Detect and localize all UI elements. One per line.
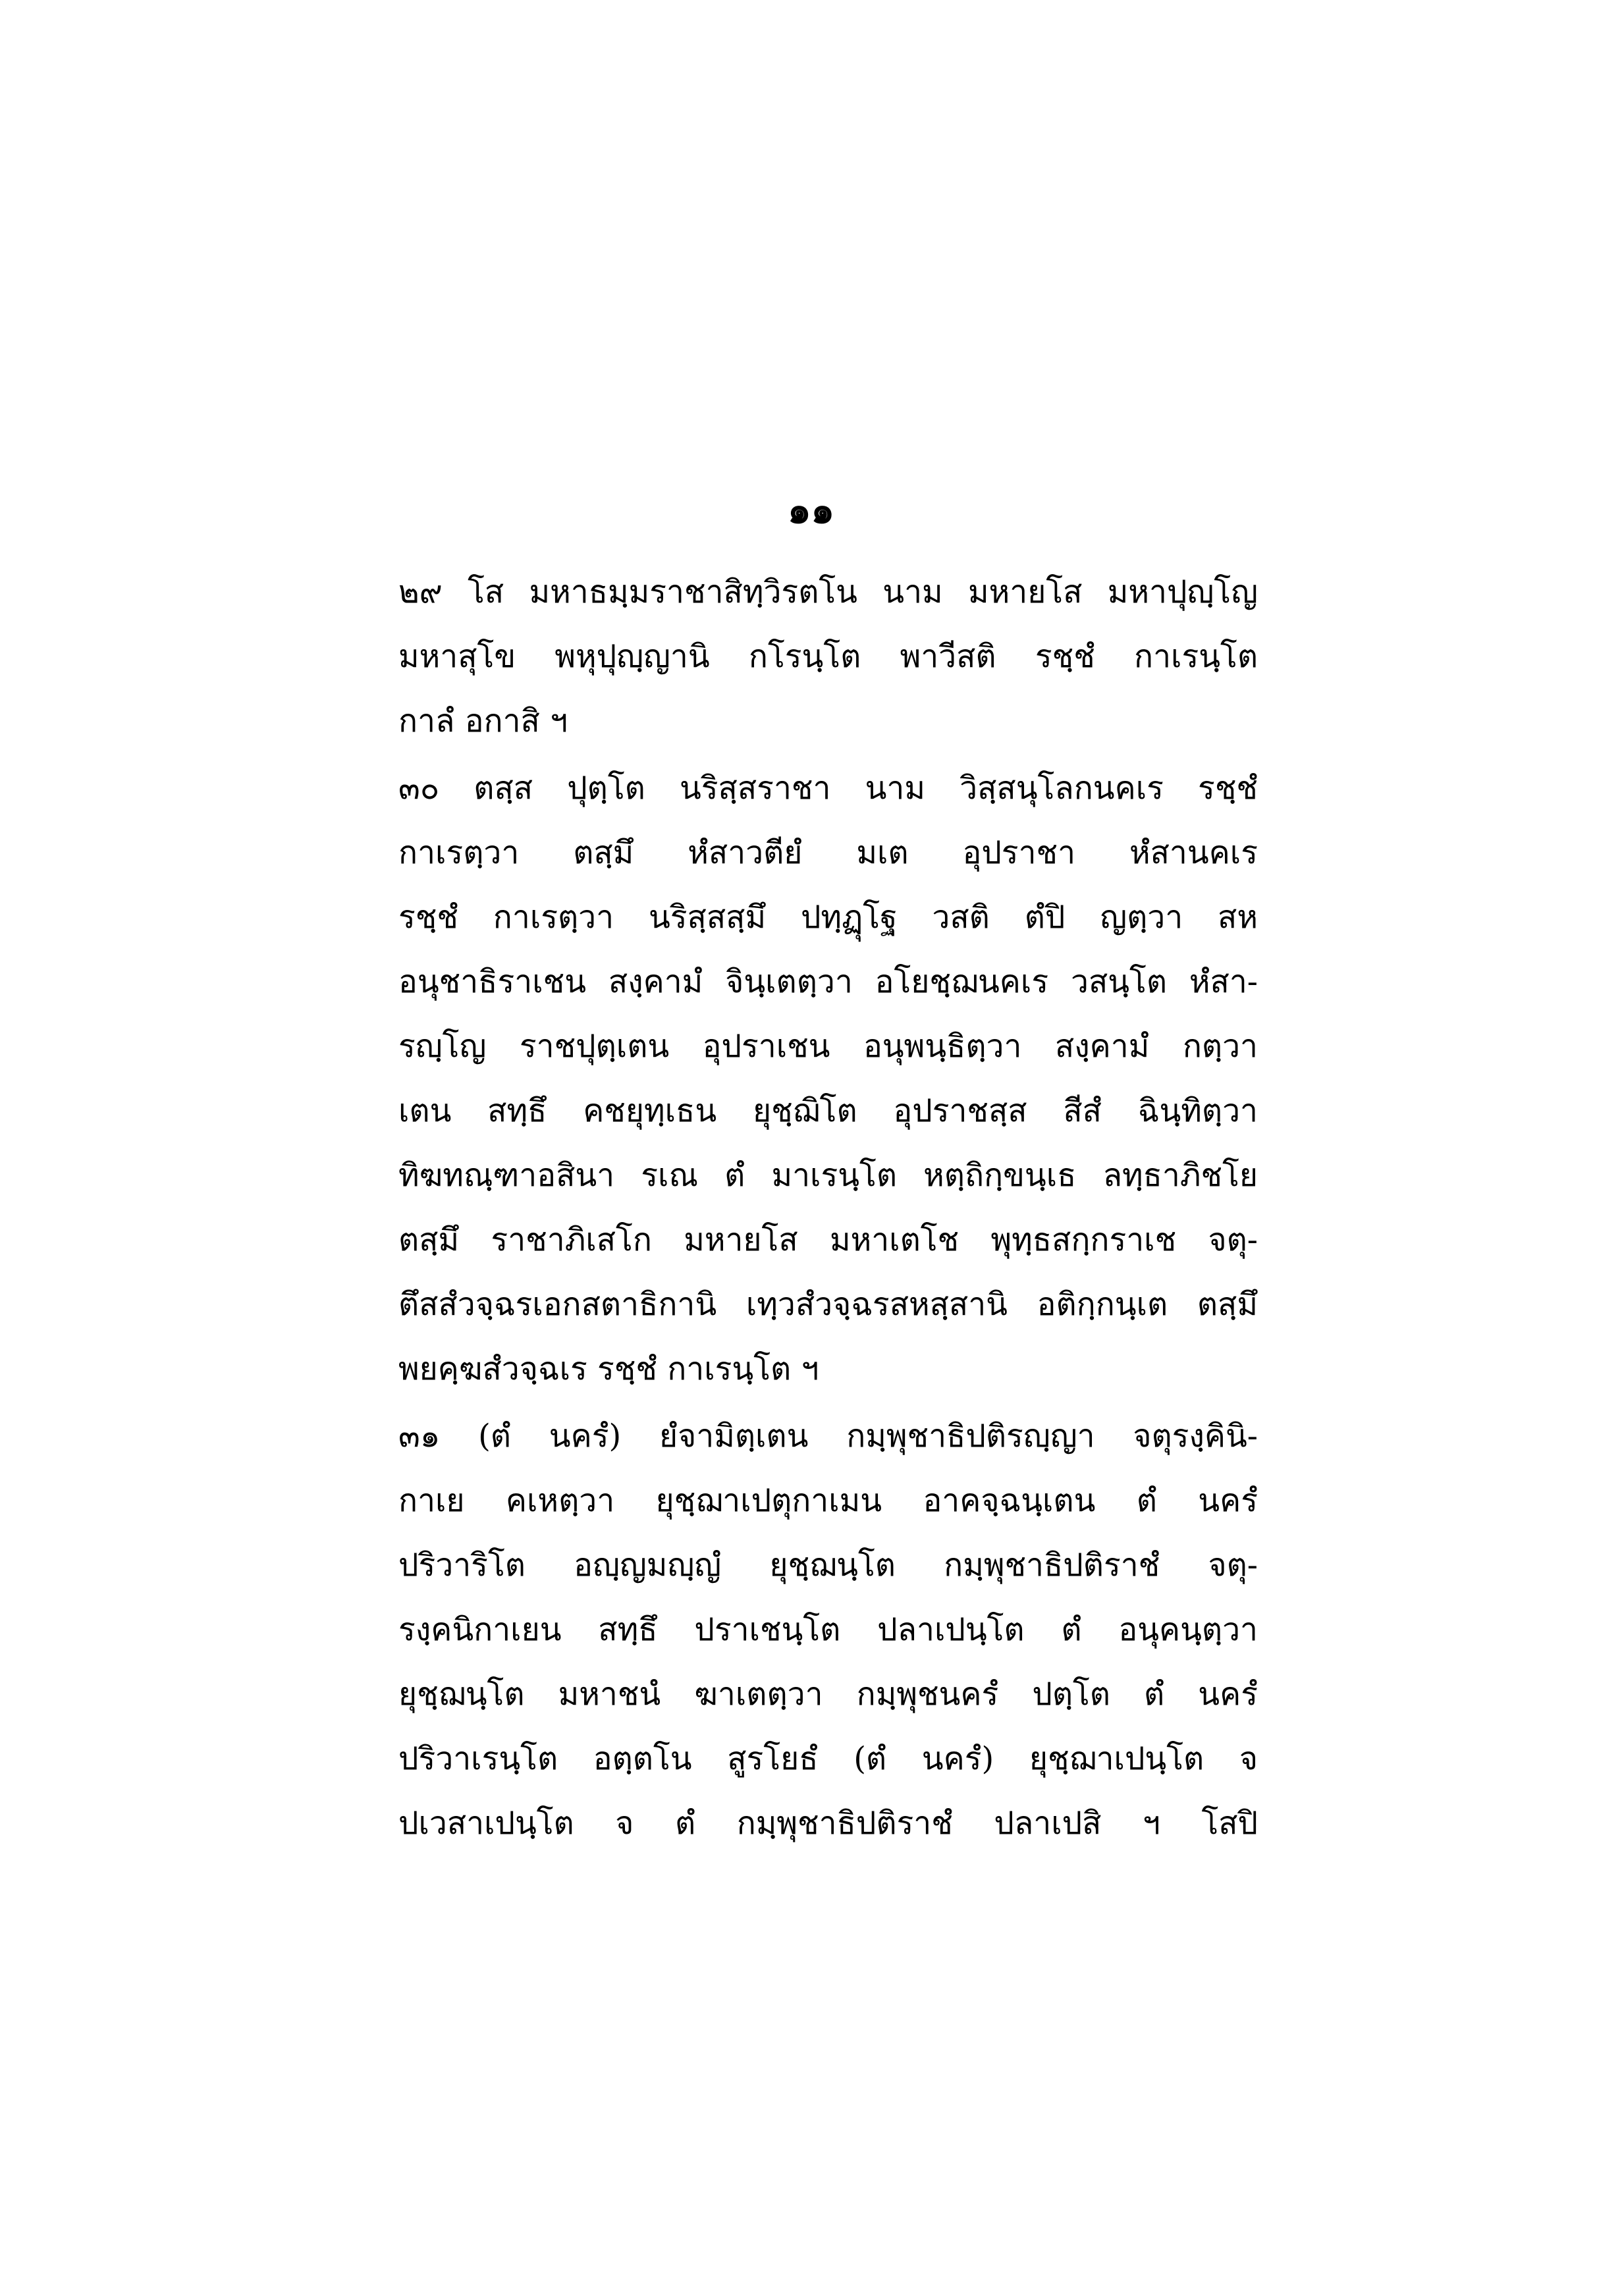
text-line: เตน สทฺธึ คชยุทฺเธน ยุชฺฌิโต อุปราชสฺส สีสํ ฉินฺทิตฺวา — [398, 1092, 1258, 1129]
text-line: กาเย คเหตฺวา ยุชฺฌาเปตุกาเมน อาคจฺฉนฺเตน ตํ นครํ — [398, 1482, 1258, 1519]
text-line: ปริวาริโต อญฺญมญฺญํ ยุชฺฌนฺโต กมฺพุชาธิปติราชํ จตุ- — [398, 1547, 1258, 1584]
text-line: กาลํ อกาสิ ฯ — [398, 703, 568, 739]
page-number: ๑๑ — [787, 489, 835, 532]
text-line: ปเวสาเปนฺโต จ ตํ กมฺพุชาธิปติราชํ ปลาเปสิ ฯ โสปิ — [398, 1805, 1258, 1842]
text-line: ปริวาเรนฺโต อตฺตโน สูรโยธํ (ตํ นครํ) ยุชฺฌาเปนฺโต จ — [398, 1740, 1258, 1777]
paragraph-31 — [398, 1404, 1258, 1855]
text-line: ตสฺมึ ราชาภิเสโก มหายโส มหาเตโช พุทฺธสกฺกราเช จตุ- — [398, 1221, 1258, 1258]
text-line: รญฺโญ ราชปุตฺเตน อุปราเชน อนุพนฺธิตฺวา สงฺคามํ กตฺวา — [398, 1028, 1258, 1065]
text-line: ๒๙ โส มหาธมฺมราชาสิทฺวิรตโน นาม มหายโส มหาปุญฺโญ — [398, 574, 1258, 610]
text-line: ยุชฺฌนฺโต มหาชนํ ฆาเตตฺวา กมฺพุชนครํ ปตฺโต ตํ นครํ — [398, 1676, 1258, 1713]
paragraph-30 — [398, 756, 1258, 1401]
text-line: รชฺชํ กาเรตฺวา นริสฺสสฺมึ ปทฺฏุโฐ วสติ ตํปิ ญตฺวา สห — [398, 899, 1258, 936]
text-line: ทิฆทณฺฑาอสินา รเณ ตํ มาเรนฺโต หตฺถิกฺขนฺเธ ลทฺธาภิชโย — [398, 1157, 1258, 1194]
text-line: รงฺคนิกาเยน สทฺธึ ปราเชนฺโต ปลาเปนฺโต ตํ อนุคนฺตฺวา — [398, 1611, 1258, 1648]
text-line: พยคฺฆสํวจฺฉเร รชฺชํ กาเรนฺโต ฯ — [398, 1350, 819, 1387]
text-line: ๓๐ ตสฺส ปุตฺโต นริสฺสราชา นาม วิสฺสนุโลกนคเร รชฺชํ — [398, 770, 1258, 807]
text-line: ๓๑ (ตํ นครํ) ยํจามิตฺเตน กมฺพุชาธิปติรญฺญา จตุรงฺคินิ- — [398, 1418, 1258, 1455]
text-line: ตึสสํวจฺฉรเอกสตาธิกานิ เทฺวสํวจฺฉรสหสฺสานิ อติกฺกนฺเต ตสฺมึ — [398, 1286, 1258, 1323]
text-line: มหาสุโข พหุปุญฺญานิ กโรนฺโต พาวีสติ รชฺชํ กาเรนฺโต — [398, 638, 1258, 675]
text-line: กาเรตฺวา ตสฺมึ หํสาวตียํ มเต อุปราชา หํสานคเร — [398, 834, 1258, 871]
text-line: อนุชาธิราเชน สงฺคามํ จินฺเตตฺวา อโยชฺฌนคเร วสนฺโต หํสา- — [398, 963, 1258, 1000]
body-text — [398, 560, 1258, 1855]
paragraph-29 — [398, 560, 1258, 753]
